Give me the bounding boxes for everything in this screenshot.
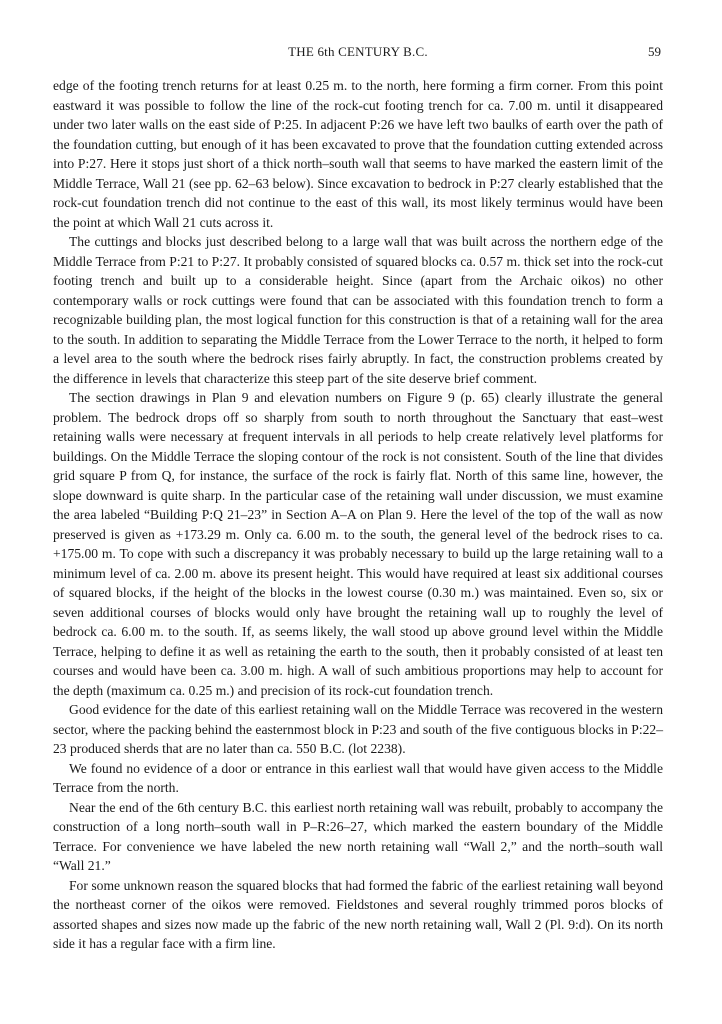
body-text [53, 76, 663, 954]
paragraph-dating-evidence: Good evidence for the date of this earliest retaining wall on the Middle Terrace was recovered in the western sector, where the packing behind the easternmost block in P:23 and south of the five contiguous blocks in P:22–23 produced sherds that are no later than ca. 550 B.C. (lot 2238). [53, 702, 663, 756]
document-page [53, 42, 663, 954]
paragraph-bedrock-levels: The section drawings in Plan 9 and elevation numbers on Figure 9 (p. 65) clearly illustrate the general problem. The bedrock drops off so sharply from south to north throughout the Sanctuary that east–west retaining walls were necessary at frequent intervals in all periods to help create relatively level platforms for buildings. On the Middle Terrace the sloping contour of the rock is not consistent. South of the line that divides grid square P from Q, for instance, the surface of the rock is fairly flat. North of this same line, however, the slope downward is quite sharp. In the particular case of the retaining wall under discussion, we must examine the area labeled “Building P:Q 21–23” in Section A–A on Plan 9. Here the level of the top of the wall as now preserved is given as +173.29 m. Only ca. 6.00 m. to the south, the general level of the bedrock rises to ca. +175.00 m. To cope with such a discrepancy it was probably necessary to build up the large retaining wall to a minimum level of ca. 2.00 m. above its present height. This would have required at least six additional courses of squared blocks, if the height of the blocks in the lowest course (0.30 m.) was maintained. Even so, six or seven additional courses of blocks would only have brought the retaining wall up to roughly the level of bedrock ca. 6.00 m. to the south. If, as seems likely, the wall stood up above ground level within the Middle Terrace, helping to define it as well as retaining the earth to the south, then it probably consisted of at least ten courses and would have been ca. 3.00 m. high. A wall of such ambitious proportions may help to account for the depth (maximum ca. 0.25 m.) and precision of its rock-cut foundation trench. [53, 390, 663, 698]
paragraph-retaining-wall-function: The cuttings and blocks just described belong to a large wall that was built across the northern edge of the Middle Terrace from P:21 to P:27. It probably consisted of squared blocks ca. 0.57 m. thick set into the rock-cut footing trench and built up to a considerable height. Since (apart from the Archaic oikos) no other contemporary walls or rock cuttings were found that can be associated with this foundation trench to form a recognizable building plan, the most logical function for this construction is that of a retaining wall for the area to the south. In addition to separating the Middle Terrace from the Lower Terrace to the north, it helped to form a level area to the south where the bedrock rises fairly abruptly. In fact, the construction problems created by the difference in levels that characterize this steep part of the site deserve brief comment. [53, 234, 663, 386]
paragraph-no-entrance: We found no evidence of a door or entrance in this earliest wall that would have given access to the Middle Terrace from the north. [53, 760, 663, 795]
running-title: THE 6th CENTURY B.C. [288, 44, 428, 59]
page-number: 59 [648, 44, 661, 59]
running-head [53, 42, 663, 62]
paragraph-wall-2-fabric: For some unknown reason the squared blocks that had formed the fabric of the earliest retaining wall beyond the northeast corner of the oikos were removed. Fieldstones and several roughly trimmed poros blocks of assorted shapes and sizes now made up the fabric of the new north retaining wall, Wall 2 (Pl. 9:d). On its north side it has a regular face with a firm line. [53, 877, 663, 951]
paragraph-continuation: edge of the footing trench returns for at least 0.25 m. to the north, here forming a firm corner. From this point eastward it was possible to follow the line of the rock-cut footing trench for ca. 7.00 m. until it disappeared under two later walls on the east side of P:25. In adjacent P:26 we have left two baulks of earth over the path of the foundation cutting, but enough of it has been excavated to prove that the foundation cutting extended across into P:27. Here it stops just short of a thick north–south wall that seems to have marked the eastern limit of the Middle Terrace, Wall 21 (see pp. 62–63 below). Since excavation to bedrock in P:27 clearly established that the rock-cut foundation trench did not continue to the east of this wall, its most likely terminus would have been the point at which Wall 21 cuts across it. [53, 78, 663, 230]
paragraph-wall-rebuilt: Near the end of the 6th century B.C. this earliest north retaining wall was rebuilt, probably to accompany the construction of a long north–south wall in P–R:26–27, which marked the eastern boundary of the Middle Terrace. For convenience we have labeled the new north retaining wall “Wall 2,” and the north–south wall “Wall 21.” [53, 799, 663, 873]
